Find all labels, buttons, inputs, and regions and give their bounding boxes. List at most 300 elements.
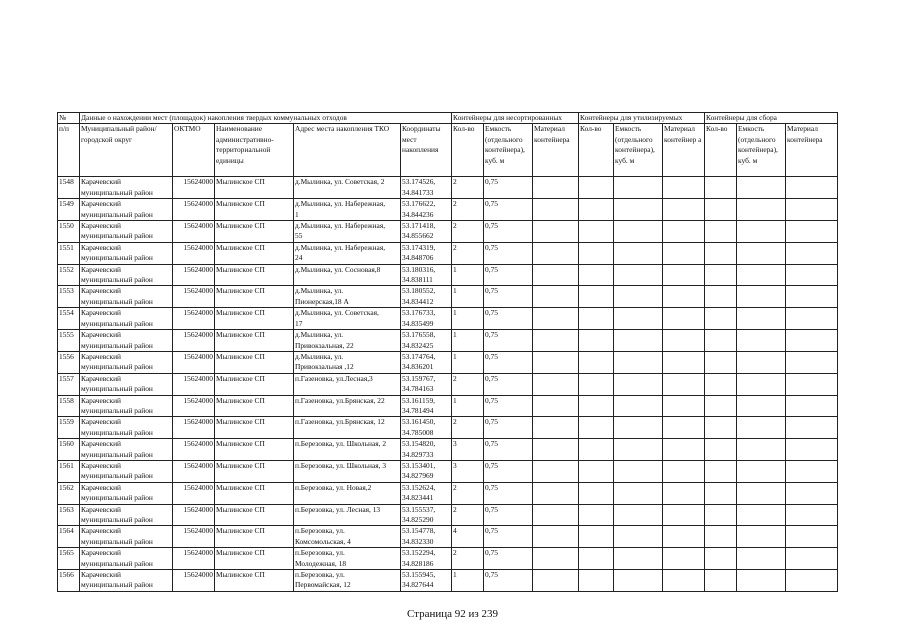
row-material-unsorted — [533, 351, 579, 373]
row-count-recycled — [579, 460, 614, 482]
row-district-line: муниципальный район — [81, 580, 153, 590]
row-capacity-unsorted: 0,75 — [484, 199, 533, 221]
row-number: 1561 — [58, 460, 80, 482]
row-count-unsorted: 2 — [452, 242, 484, 264]
row-material-recycled — [663, 264, 705, 286]
row-oktmo: 15624000 — [173, 417, 215, 439]
row-count-recycled — [579, 242, 614, 264]
row-material-recycled — [663, 373, 705, 395]
row-count-recycled — [579, 308, 614, 330]
row-count-recycled — [579, 351, 614, 373]
row-capacity-recycled — [614, 264, 663, 286]
row-coords — [401, 264, 452, 286]
row-capacity-collection — [737, 221, 786, 243]
row-unit: Мылинское СП — [215, 264, 294, 286]
row-district-line: Карачевский — [81, 570, 122, 580]
row-count-collection — [705, 395, 737, 417]
row-material-unsorted — [533, 242, 579, 264]
row-district — [80, 351, 173, 373]
row-number: 1566 — [58, 570, 80, 592]
row-capacity-collection — [737, 351, 786, 373]
row-count-unsorted: 1 — [452, 286, 484, 308]
row-oktmo: 15624000 — [173, 330, 215, 352]
row-capacity-recycled — [614, 482, 663, 504]
row-count-recycled — [579, 570, 614, 592]
row-coords-line: 34.838111 — [402, 275, 433, 285]
row-capacity-unsorted: 0,75 — [484, 373, 533, 395]
row-count-collection — [705, 221, 737, 243]
col-header-address: Адрес места накопления ТКО — [294, 124, 401, 177]
row-district-line: муниципальный район — [81, 187, 153, 197]
row-oktmo: 15624000 — [173, 221, 215, 243]
table-row — [58, 221, 838, 243]
row-address-line: д.Мылинка, ул. Набережная, — [295, 221, 386, 231]
row-district-line: Карачевский — [81, 395, 122, 405]
row-capacity-collection — [737, 395, 786, 417]
row-coords-line: 53.161450, — [402, 417, 436, 427]
row-district-line: муниципальный район — [81, 231, 153, 241]
row-address-line: Привокзальная ,12 — [295, 362, 354, 372]
row-address-line: д.Мылинка, ул. Сосновая,8 — [295, 264, 381, 274]
row-material-unsorted — [533, 264, 579, 286]
row-coords-line: 34.836201 — [402, 362, 434, 372]
row-coords-line: 53.174319, — [402, 242, 436, 252]
row-material-recycled — [663, 242, 705, 264]
row-material-collection — [786, 373, 838, 395]
row-address-line: д.Мылинка, ул. — [295, 351, 344, 361]
row-address — [294, 330, 401, 352]
row-count-unsorted: 2 — [452, 504, 484, 526]
row-material-collection — [786, 395, 838, 417]
row-coords-line: 53.154820, — [402, 439, 436, 449]
table-row — [58, 504, 838, 526]
row-coords — [401, 570, 452, 592]
row-address — [294, 286, 401, 308]
row-material-unsorted — [533, 526, 579, 548]
row-district-line: Карачевский — [81, 308, 122, 318]
col-header-unit: Наименование административно-территориальной единицы — [215, 124, 294, 177]
col-header-count-recycled: Кол-во — [579, 124, 614, 177]
row-capacity-recycled — [614, 199, 663, 221]
row-material-recycled — [663, 330, 705, 352]
row-district-line: Карачевский — [81, 199, 122, 209]
row-count-unsorted: 2 — [452, 548, 484, 570]
row-capacity-unsorted: 0,75 — [484, 264, 533, 286]
table-row — [58, 570, 838, 592]
row-oktmo: 15624000 — [173, 460, 215, 482]
row-address-line: 24 — [295, 253, 303, 263]
row-capacity-recycled — [614, 330, 663, 352]
row-count-unsorted: 1 — [452, 264, 484, 286]
row-capacity-collection — [737, 570, 786, 592]
row-oktmo: 15624000 — [173, 373, 215, 395]
row-address — [294, 264, 401, 286]
row-coords-line: 53.155537, — [402, 504, 436, 514]
col-header-capacity-recycled: Емкость (отдельного контейнера), куб. м — [614, 124, 663, 177]
row-address-line: п.Березовка, ул. — [295, 526, 345, 536]
row-coords-line: 34.848706 — [402, 253, 434, 263]
row-address — [294, 308, 401, 330]
row-capacity-recycled — [614, 221, 663, 243]
row-material-recycled — [663, 308, 705, 330]
row-number: 1552 — [58, 264, 80, 286]
row-district — [80, 286, 173, 308]
row-material-unsorted — [533, 308, 579, 330]
row-number: 1556 — [58, 351, 80, 373]
row-coords — [401, 373, 452, 395]
row-oktmo: 15624000 — [173, 286, 215, 308]
table-row — [58, 308, 838, 330]
row-address-line: п.Березовка, ул. — [295, 548, 345, 558]
header-row-columns — [58, 124, 838, 177]
row-capacity-unsorted: 0,75 — [484, 242, 533, 264]
row-material-recycled — [663, 526, 705, 548]
row-coords-line: 34.827969 — [402, 471, 434, 481]
row-address-line: п.Березовка, ул. Школьная, 2 — [295, 439, 387, 449]
table-row — [58, 351, 838, 373]
row-address-line: 1 — [295, 209, 299, 219]
row-unit: Мылинское СП — [215, 548, 294, 570]
row-capacity-recycled — [614, 177, 663, 199]
row-material-collection — [786, 308, 838, 330]
waste-sites-table — [57, 112, 838, 592]
row-coords-line: 34.834412 — [402, 296, 434, 306]
row-capacity-recycled — [614, 526, 663, 548]
row-material-collection — [786, 199, 838, 221]
row-district-line: муниципальный район — [81, 296, 153, 306]
row-coords-line: 34.784163 — [402, 384, 434, 394]
row-coords — [401, 308, 452, 330]
row-unit: Мылинское СП — [215, 570, 294, 592]
table-row — [58, 264, 838, 286]
row-address — [294, 177, 401, 199]
row-capacity-unsorted: 0,75 — [484, 460, 533, 482]
row-capacity-collection — [737, 548, 786, 570]
row-capacity-unsorted: 0,75 — [484, 308, 533, 330]
row-capacity-recycled — [614, 286, 663, 308]
row-count-recycled — [579, 264, 614, 286]
row-address-line: Привокзальная, 22 — [295, 340, 354, 350]
row-coords — [401, 439, 452, 461]
row-coords-line: 34.844236 — [402, 209, 434, 219]
row-material-unsorted — [533, 460, 579, 482]
row-number: 1554 — [58, 308, 80, 330]
row-oktmo: 15624000 — [173, 504, 215, 526]
row-count-collection — [705, 570, 737, 592]
row-district — [80, 373, 173, 395]
row-count-recycled — [579, 439, 614, 461]
row-material-collection — [786, 482, 838, 504]
row-capacity-recycled — [614, 460, 663, 482]
row-address — [294, 373, 401, 395]
row-coords — [401, 286, 452, 308]
row-material-unsorted — [533, 548, 579, 570]
row-coords — [401, 504, 452, 526]
row-coords-line: 34.832330 — [402, 536, 434, 546]
row-coords — [401, 330, 452, 352]
row-count-recycled — [579, 417, 614, 439]
row-address — [294, 526, 401, 548]
row-number: 1549 — [58, 199, 80, 221]
row-coords — [401, 460, 452, 482]
row-number: 1548 — [58, 177, 80, 199]
row-capacity-unsorted: 0,75 — [484, 548, 533, 570]
row-count-collection — [705, 504, 737, 526]
row-material-recycled — [663, 199, 705, 221]
row-address-line: п.Газеновка, ул.Брянская, 22 — [295, 395, 385, 405]
row-unit: Мылинское СП — [215, 504, 294, 526]
row-material-collection — [786, 460, 838, 482]
row-address-line: п.Березовка, ул. Новая,2 — [295, 482, 372, 492]
row-address — [294, 395, 401, 417]
row-capacity-unsorted: 0,75 — [484, 221, 533, 243]
row-material-unsorted — [533, 482, 579, 504]
header-group-unsorted: Контейнеры для несортированных — [452, 113, 579, 124]
row-district-line: муниципальный район — [81, 275, 153, 285]
row-capacity-collection — [737, 504, 786, 526]
row-district-line: муниципальный район — [81, 427, 153, 437]
row-coords-line: 34.832425 — [402, 340, 434, 350]
row-address — [294, 482, 401, 504]
row-address-line: п.Березовка, ул. Лесная, 13 — [295, 504, 381, 514]
row-oktmo: 15624000 — [173, 526, 215, 548]
header-group-recycled: Контейнеры для утилизируемых — [579, 113, 705, 124]
row-count-recycled — [579, 373, 614, 395]
row-count-recycled — [579, 526, 614, 548]
row-material-recycled — [663, 177, 705, 199]
row-count-unsorted: 2 — [452, 417, 484, 439]
row-capacity-collection — [737, 308, 786, 330]
row-count-recycled — [579, 199, 614, 221]
row-coords-line: 53.154778, — [402, 526, 436, 536]
row-capacity-recycled — [614, 504, 663, 526]
row-number: 1550 — [58, 221, 80, 243]
row-count-collection — [705, 330, 737, 352]
row-material-recycled — [663, 570, 705, 592]
row-capacity-collection — [737, 177, 786, 199]
row-address-line: 17 — [295, 318, 303, 328]
row-address-line: п.Березовка, ул. Школьная, 3 — [295, 460, 387, 470]
row-capacity-collection — [737, 460, 786, 482]
row-coords-line: 34.825290 — [402, 515, 434, 524]
row-coords-line: 34.855662 — [402, 231, 434, 241]
row-material-collection — [786, 264, 838, 286]
row-material-unsorted — [533, 286, 579, 308]
row-district — [80, 439, 173, 461]
row-count-collection — [705, 351, 737, 373]
row-material-recycled — [663, 417, 705, 439]
row-address — [294, 460, 401, 482]
row-capacity-unsorted: 0,75 — [484, 177, 533, 199]
row-capacity-recycled — [614, 439, 663, 461]
row-district-line: Карачевский — [81, 373, 122, 383]
row-material-recycled — [663, 395, 705, 417]
table-row — [58, 482, 838, 504]
table-row — [58, 395, 838, 417]
row-unit: Мылинское СП — [215, 286, 294, 308]
row-district-line: Карачевский — [81, 286, 122, 296]
row-address-line: п.Березовка, ул. — [295, 570, 345, 580]
row-capacity-recycled — [614, 373, 663, 395]
row-capacity-collection — [737, 439, 786, 461]
row-number: 1564 — [58, 526, 80, 548]
table-row — [58, 460, 838, 482]
row-count-recycled — [579, 221, 614, 243]
row-count-recycled — [579, 504, 614, 526]
row-count-unsorted: 4 — [452, 526, 484, 548]
row-coords-line: 53.152294, — [402, 548, 436, 558]
row-address — [294, 199, 401, 221]
row-address-line: д.Мылинка, ул. Набережная, — [295, 242, 386, 252]
row-district-line: муниципальный район — [81, 340, 153, 350]
row-district-line: муниципальный район — [81, 558, 153, 568]
row-oktmo: 15624000 — [173, 482, 215, 504]
row-unit: Мылинское СП — [215, 460, 294, 482]
row-material-unsorted — [533, 504, 579, 526]
header-row-groups — [58, 113, 838, 124]
row-district-line: Карачевский — [81, 504, 122, 514]
row-count-collection — [705, 460, 737, 482]
row-district-line: Карачевский — [81, 242, 122, 252]
row-material-recycled — [663, 482, 705, 504]
row-oktmo: 15624000 — [173, 242, 215, 264]
row-material-unsorted — [533, 395, 579, 417]
row-district-line: муниципальный район — [81, 405, 153, 415]
row-unit: Мылинское СП — [215, 199, 294, 221]
row-capacity-unsorted: 0,75 — [484, 286, 533, 308]
row-capacity-collection — [737, 373, 786, 395]
row-material-collection — [786, 570, 838, 592]
row-capacity-unsorted: 0,75 — [484, 351, 533, 373]
row-address — [294, 351, 401, 373]
row-capacity-unsorted: 0,75 — [484, 417, 533, 439]
row-coords — [401, 351, 452, 373]
row-number: 1553 — [58, 286, 80, 308]
row-district — [80, 482, 173, 504]
row-capacity-collection — [737, 482, 786, 504]
table-row — [58, 548, 838, 570]
row-address — [294, 417, 401, 439]
row-district-line: муниципальный район — [81, 253, 153, 263]
row-coords — [401, 526, 452, 548]
header-no: № — [58, 113, 80, 124]
row-capacity-unsorted: 0,75 — [484, 570, 533, 592]
col-header-district: Муниципальный район/городской округ — [80, 124, 173, 177]
row-number: 1563 — [58, 504, 80, 526]
table-row — [58, 373, 838, 395]
row-count-unsorted: 3 — [452, 439, 484, 461]
row-material-unsorted — [533, 439, 579, 461]
row-material-collection — [786, 504, 838, 526]
row-count-collection — [705, 373, 737, 395]
row-capacity-unsorted: 0,75 — [484, 504, 533, 526]
header-group-collection: Контейнеры для сбора — [705, 113, 838, 124]
page-number: Страница 92 из 239 — [406, 608, 499, 620]
row-address-line: Пионерская,18 А — [295, 296, 349, 306]
row-district — [80, 570, 173, 592]
row-district — [80, 199, 173, 221]
row-material-unsorted — [533, 417, 579, 439]
row-count-unsorted: 2 — [452, 482, 484, 504]
row-coords — [401, 482, 452, 504]
row-coords — [401, 242, 452, 264]
row-count-unsorted: 2 — [452, 177, 484, 199]
row-district — [80, 177, 173, 199]
row-district-line: муниципальный район — [81, 384, 153, 394]
row-capacity-recycled — [614, 548, 663, 570]
row-address — [294, 439, 401, 461]
row-count-unsorted: 1 — [452, 330, 484, 352]
row-material-recycled — [663, 351, 705, 373]
row-material-collection — [786, 242, 838, 264]
row-coords — [401, 177, 452, 199]
row-unit: Мылинское СП — [215, 373, 294, 395]
row-capacity-unsorted: 0,75 — [484, 395, 533, 417]
col-header-capacity-collection: Емкость (отдельного контейнера), куб. м — [737, 124, 786, 177]
header-group-location: Данные о нахождении мест (площадок) накопления твердых коммунальных отходов — [80, 113, 452, 124]
row-oktmo: 15624000 — [173, 395, 215, 417]
row-address-line: д.Мылинка, ул. — [295, 330, 344, 340]
row-capacity-recycled — [614, 242, 663, 264]
row-unit: Мылинское СП — [215, 439, 294, 461]
row-count-collection — [705, 264, 737, 286]
row-material-collection — [786, 548, 838, 570]
row-district-line: муниципальный район — [81, 536, 153, 546]
col-header-coords: Координаты мест накопления — [401, 124, 452, 177]
row-district — [80, 526, 173, 548]
row-address-line: д.Мылинка, ул. Советская, 2 — [295, 177, 385, 187]
row-coords-line: 53.180316, — [402, 264, 436, 274]
table-row — [58, 439, 838, 461]
row-number: 1559 — [58, 417, 80, 439]
row-district — [80, 221, 173, 243]
row-address-line: Молодежная, 18 — [295, 558, 347, 568]
col-header-material-recycled: Материал контейнер а — [663, 124, 705, 177]
row-oktmo: 15624000 — [173, 177, 215, 199]
row-unit: Мылинское СП — [215, 526, 294, 548]
row-count-recycled — [579, 482, 614, 504]
row-coords-line: 53.174526, — [402, 177, 436, 187]
row-coords-line: 34.829733 — [402, 449, 434, 459]
row-district-line: муниципальный район — [81, 471, 153, 481]
row-material-unsorted — [533, 221, 579, 243]
row-district — [80, 460, 173, 482]
row-coords — [401, 548, 452, 570]
row-material-collection — [786, 351, 838, 373]
row-unit: Мылинское СП — [215, 330, 294, 352]
row-coords-line: 53.174764, — [402, 351, 436, 361]
row-district-line: Карачевский — [81, 548, 122, 558]
row-capacity-unsorted: 0,75 — [484, 439, 533, 461]
table-row — [58, 330, 838, 352]
row-unit: Мылинское СП — [215, 482, 294, 504]
row-coords-line: 34.827644 — [402, 580, 434, 590]
row-material-unsorted — [533, 330, 579, 352]
row-capacity-recycled — [614, 570, 663, 592]
row-material-recycled — [663, 548, 705, 570]
row-district-line: Карачевский — [81, 177, 122, 187]
row-coords-line: 53.171418, — [402, 221, 436, 231]
row-coords-line: 53.159767, — [402, 373, 436, 383]
row-oktmo: 15624000 — [173, 351, 215, 373]
row-unit: Мылинское СП — [215, 221, 294, 243]
row-address — [294, 504, 401, 526]
row-capacity-unsorted: 0,75 — [484, 330, 533, 352]
row-district-line: муниципальный район — [81, 318, 153, 328]
row-district-line: муниципальный район — [81, 209, 153, 219]
row-coords-line: 34.823441 — [402, 493, 434, 503]
row-district-line: Карачевский — [81, 526, 122, 536]
